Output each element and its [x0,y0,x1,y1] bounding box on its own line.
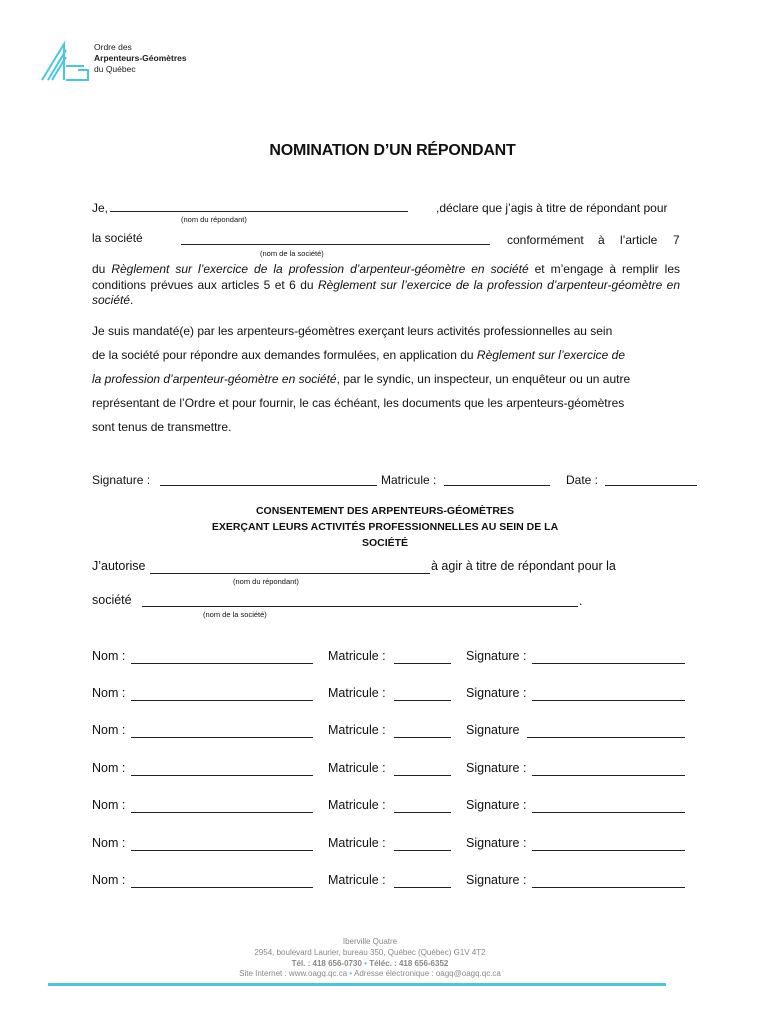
signature-label: Signature : [92,473,151,487]
row-nom-field[interactable] [131,700,313,701]
row-nom-field[interactable] [131,775,313,776]
logo-line1: Ordre des [94,42,132,52]
row-nom-label: Nom : [92,686,126,700]
row-signature-field[interactable] [532,775,685,776]
logo-line3: du Québec [94,64,136,74]
nom-repondant-field[interactable] [110,211,408,212]
row-nom-field[interactable] [131,887,313,888]
row-signature-label: Signature : [466,798,527,812]
footer-email[interactable]: Adresse électronique : oagq@oagq.qc.ca [354,969,501,978]
mandat-line-3: la profession d’arpenteur-géomètre en société, par le syndic, un inspecteur, un enquêteur ou un autre [92,372,631,386]
consent-row [0,761,770,781]
consent-societe-label: société [92,593,132,607]
row-signature-label: Signature : [466,836,527,850]
consent-societe-field[interactable] [142,606,578,607]
row-matricule-label: Matricule : [328,649,386,663]
nom-societe-field[interactable] [181,244,490,245]
nom-societe-hint: (nom de la société) [260,249,324,258]
row-matricule-field[interactable] [394,737,451,738]
matricule-field[interactable] [444,485,550,486]
engagement-paragraph: du Règlement sur l’exercice de la profession d’arpenteur-géomètre en société et m’engage à remplir les conditions prévues aux articles 5 et 6 du Règlement sur l’exercice de la profession d’arpenteur-géomètre en société. [92,262,680,307]
row-nom-field[interactable] [131,812,313,813]
footer-line-3 [0,959,740,968]
row-nom-label: Nom : [92,798,126,812]
row-matricule-label: Matricule : [328,761,386,775]
consent-row [0,649,770,669]
row-signature-field[interactable] [532,812,685,813]
date-field[interactable] [605,485,697,486]
row-signature-field[interactable] [532,700,685,701]
je-label: Je, [92,201,109,215]
row-matricule-field[interactable] [394,700,451,701]
matricule-label: Matricule : [381,473,437,487]
row-signature-field[interactable] [532,887,685,888]
row-nom-label: Nom : [92,873,126,887]
signature-field[interactable] [160,485,377,486]
footer-accent-bar [48,983,666,986]
row-signature-label: Signature [466,723,520,737]
conformement-text: conformément [507,233,584,247]
consent-row [0,873,770,893]
row-nom-label: Nom : [92,649,126,663]
mandat-line-1: Je suis mandaté(e) par les arpenteurs-géomètres exerçant leurs activités professionnelles au sein [92,324,613,338]
footer-line-2: 2954, boulevard Laurier, bureau 350, Québec (Québec) G1V 4T2 [254,948,486,957]
autorise-suffix: à agir à titre de répondant pour la [431,559,616,573]
article-text: l’article [620,233,658,247]
footer-line-1: Iberville Quatre [342,937,398,946]
consent-row [0,836,770,856]
footer-telec: Téléc. : 418 656-6352 [369,959,449,968]
row-matricule-label: Matricule : [328,686,386,700]
row-matricule-field[interactable] [394,663,451,664]
row-nom-label: Nom : [92,761,126,775]
row-signature-field[interactable] [527,737,685,738]
footer-tel: Tél. : 418 656-0730 [291,959,362,968]
row-matricule-field[interactable] [394,775,451,776]
row-signature-label: Signature : [466,873,527,887]
consent-heading-3: SOCIÉTÉ [361,537,409,549]
date-label: Date : [566,473,599,487]
logo-text [94,42,187,75]
row-matricule-field[interactable] [394,850,451,851]
consent-repondant-hint: (nom du répondant) [233,577,299,586]
consent-heading-2: EXERÇANT LEURS ACTIVITÉS PROFESSIONNELLES AU SEIN DE LA [211,521,559,533]
row-signature-field[interactable] [532,663,685,664]
autorise-label: J’autorise [92,559,146,573]
row-matricule-field[interactable] [394,887,451,888]
row-nom-label: Nom : [92,836,126,850]
row-matricule-label: Matricule : [328,836,386,850]
consent-societe-hint: (nom de la société) [203,610,267,619]
consent-heading-1: CONSENTEMENT DES ARPENTEURS-GÉOMÈTRES [255,505,515,517]
row-matricule-label: Matricule : [328,873,386,887]
footer-site[interactable]: Site Internet : www.oagq.qc.ca [239,969,348,978]
mandat-line-4: représentant de l’Ordre et pour fournir, le cas échéant, les documents que les arpenteurs-géomètres [92,396,625,410]
consent-repondant-field[interactable] [150,573,430,574]
row-nom-field[interactable] [131,850,313,851]
page-title: NOMINATION D’UN RÉPONDANT [269,142,516,159]
row-nom-field[interactable] [131,663,313,664]
row-signature-label: Signature : [466,686,527,700]
consent-row [0,686,770,706]
row-matricule-label: Matricule : [328,723,386,737]
mandat-line-5: sont tenus de transmettre. [92,420,232,434]
nom-repondant-hint: (nom du répondant) [181,215,247,224]
logo-line2: Arpenteurs-Géomètres [94,53,187,63]
article-number: 7 [673,233,680,247]
row-signature-label: Signature : [466,649,527,663]
consent-row [0,723,770,743]
bullet-icon: • [349,969,353,978]
row-signature-label: Signature : [466,761,527,775]
oagq-logo-icon [40,40,90,84]
row-signature-field[interactable] [532,850,685,851]
consent-row [0,798,770,818]
mandat-line-2: de la société pour répondre aux demandes formulées, en application du Règlement sur l’exercice de [92,348,625,362]
row-matricule-field[interactable] [394,812,451,813]
bullet-icon: • [364,959,367,968]
row-nom-field[interactable] [131,737,313,738]
footer-line-4 [0,969,740,978]
je-suffix: ,déclare que j’agis à titre de répondant pour [436,201,668,215]
a-text: à [598,233,605,247]
row-matricule-label: Matricule : [328,798,386,812]
consent-societe-end: . [579,594,583,608]
societe-label: la société [92,231,143,245]
row-nom-label: Nom : [92,723,126,737]
